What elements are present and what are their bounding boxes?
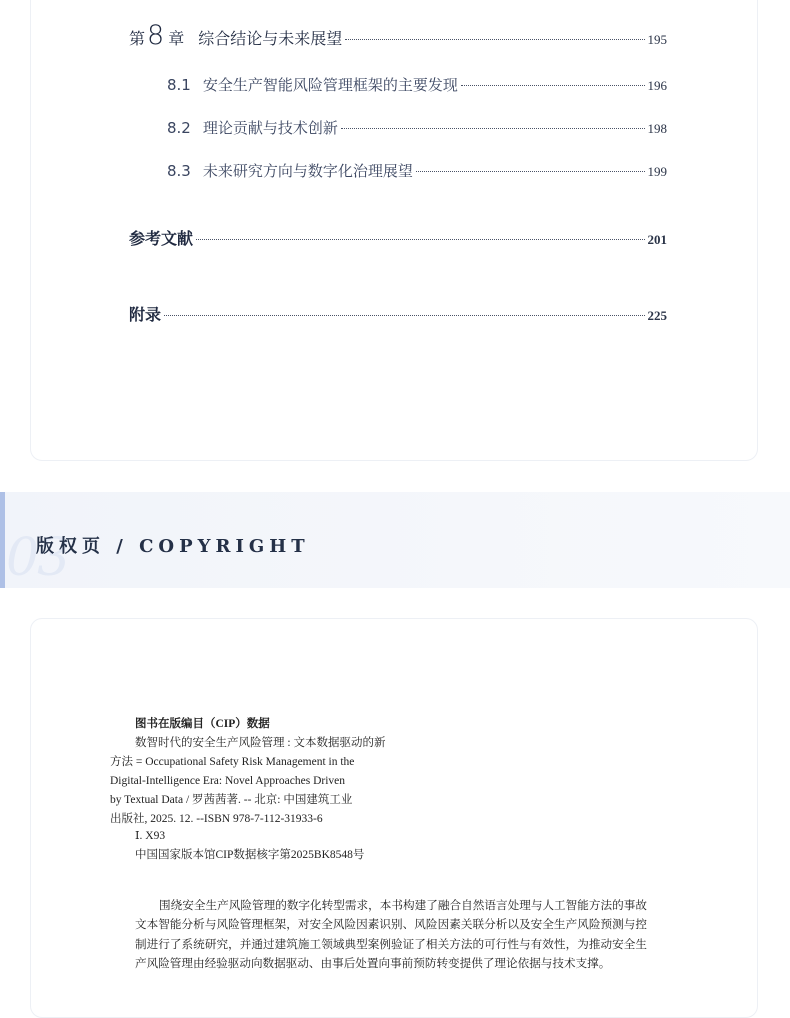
dot-leader: [341, 128, 645, 129]
section-number: 8.1: [167, 76, 191, 94]
cip-heading: 图书在版编目（CIP）数据: [135, 718, 270, 730]
dot-leader: [416, 171, 645, 172]
dot-leader: [345, 39, 644, 40]
chapter-suffix: 章: [168, 29, 185, 48]
dot-leader: [461, 85, 645, 86]
toc-section-8-3[interactable]: [167, 160, 667, 181]
toc-section-8-1[interactable]: [167, 74, 667, 95]
page-number: 198: [647, 121, 667, 136]
cip-line: Ⅰ. X93: [135, 830, 166, 842]
section-title: 版权页 / COPYRIGHT: [36, 536, 310, 557]
cip-line: 出版社, 2025. 12. --ISBN 978-7-112-31933-6: [110, 813, 323, 825]
toc-section-8-2[interactable]: [167, 117, 667, 138]
page-number: 201: [647, 232, 667, 247]
section-title: 安全生产智能风险管理框架的主要发现: [202, 76, 458, 94]
appendix-title: 附录: [129, 305, 162, 324]
toc-appendix[interactable]: [129, 302, 667, 325]
toc-chapter-8[interactable]: [129, 22, 667, 49]
cip-line: 数智时代的安全生产风险管理 : 文本数据驱动的新: [135, 737, 386, 749]
copyright-section-header: [0, 492, 790, 588]
cip-line: by Textual Data / 罗茜茜著. -- 北京: 中国建筑工业: [110, 794, 353, 806]
section-ghost-number: 03: [6, 528, 69, 588]
page-number: 199: [647, 164, 667, 179]
dot-leader: [196, 239, 644, 240]
page-number: 195: [647, 32, 667, 47]
section-number: 8.2: [167, 119, 191, 137]
section-number: 8.3: [167, 162, 191, 180]
dot-leader: [164, 315, 644, 316]
book-abstract: 围绕安全生产风险管理的数字化转型需求，本书构建了融合自然语言处理与人工智能方法的事故文本智能分析与风险管理框架，对安全风险因素识别、风险因素关联分析以及安全生产风险预测与控制进行了系统研究，并通过建筑施工领域典型案例验证了相关方法的可行性与有效性，为推动安全生产风险管理由经验驱动向数据驱动、由事后处置向事前预防转变提供了理论依据与技术支撑。: [135, 899, 647, 970]
page-number: 225: [647, 308, 667, 323]
section-title: 理论贡献与技术创新: [202, 119, 338, 137]
chapter-title: 综合结论与未来展望: [198, 29, 343, 48]
chapter-number: 8: [147, 20, 165, 51]
page-number: 196: [647, 78, 667, 93]
references-title: 参考文献: [129, 229, 194, 248]
accent-bar: [0, 492, 5, 588]
cip-line: 中国国家版本馆CIP数据核字第2025BK8548号: [135, 849, 365, 861]
cip-line: 方法 = Occupational Safety Risk Management in the: [110, 756, 355, 768]
chapter-prefix: 第: [129, 29, 146, 48]
cip-line: Digital-Intelligence Era: Novel Approaches Driven: [110, 775, 346, 787]
toc-references[interactable]: [129, 226, 667, 249]
section-title: 未来研究方向与数字化治理展望: [202, 162, 413, 180]
